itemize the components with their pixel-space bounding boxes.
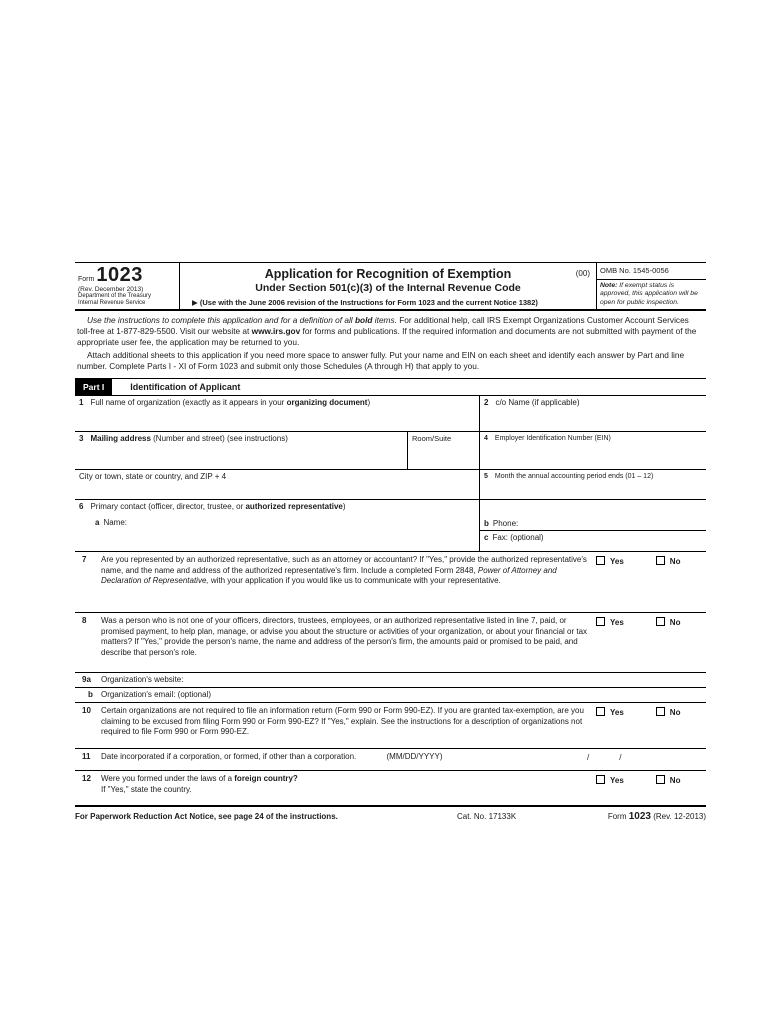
contact-phone-label: Phone: bbox=[492, 519, 519, 529]
title-code: (00) bbox=[575, 269, 590, 278]
line-number: 9a bbox=[82, 675, 91, 685]
line-6-row bbox=[75, 500, 706, 552]
line-10-question: Certain organizations are not required to file an information return (Form 990 or Form 990-EZ). If you are granted tax-exemption, are you claiming to be excused from filing Form 990 or Form 990-EZ? If "Yes," explain. See the instructions for a description of organizations not required to file Form 990 or Form 990-EZ. bbox=[101, 706, 584, 737]
public-inspection-note bbox=[597, 280, 706, 309]
mailing-address-label: Mailing address (Number and street) (see instructions) bbox=[90, 434, 288, 444]
use-note-text: (Use with the June 2006 revision of the Instructions for Form 1023 and the current Notice 1382) bbox=[199, 298, 538, 307]
line-number: 10 bbox=[82, 706, 91, 716]
no-checkbox[interactable] bbox=[656, 775, 665, 784]
line-number: 3 bbox=[79, 434, 84, 444]
line-8-yesno bbox=[596, 617, 680, 627]
no-option[interactable]: No bbox=[656, 556, 681, 566]
line-10-yesno bbox=[596, 707, 680, 717]
line-7-row bbox=[75, 552, 706, 613]
full-name-field[interactable] bbox=[75, 396, 480, 431]
sub-letter: a bbox=[95, 518, 100, 528]
no-option[interactable]: No bbox=[656, 617, 681, 627]
footer-form-number: 1023 bbox=[628, 811, 651, 823]
line-10-row bbox=[75, 703, 706, 749]
accounting-period-field[interactable] bbox=[480, 470, 706, 499]
form-header bbox=[75, 262, 706, 311]
mailing-address-field[interactable] bbox=[75, 432, 408, 469]
part1-title: Identification of Applicant bbox=[130, 382, 241, 393]
line-8-question: Was a person who is not one of your officers, directors, trustees, employees, or an authorized representative listed in line 7, paid, or promised payment, to help plan, manage, or advise you about the structure or activities of your organization, or about your financial or tax matters? If "Yes," provide the person's name, the name and address of the person's firm, the amounts paid or promised to be paid, and describe that person's role. bbox=[101, 616, 588, 657]
no-option[interactable]: No bbox=[656, 707, 681, 717]
part1-header-bar bbox=[75, 378, 706, 396]
contact-phone-fax-cells bbox=[480, 500, 706, 551]
department-line-1: Department of the Treasury bbox=[78, 293, 152, 299]
omb-block bbox=[596, 263, 706, 309]
form-title-block bbox=[180, 263, 596, 309]
co-name-field[interactable] bbox=[480, 396, 706, 431]
yes-checkbox[interactable] bbox=[596, 617, 605, 626]
yes-option[interactable]: Yes bbox=[596, 617, 624, 627]
line-number: 11 bbox=[82, 752, 91, 762]
part1-badge: Part I bbox=[75, 379, 112, 395]
email-field[interactable] bbox=[101, 690, 706, 699]
date-format-hint: (MM/DD/YYYY) bbox=[386, 752, 443, 762]
line-9b-row bbox=[75, 688, 706, 703]
yes-option[interactable]: Yes bbox=[596, 775, 624, 785]
contact-fax-field[interactable] bbox=[480, 531, 706, 551]
note-text: If exempt status is approved, this application will be open for public inspection. bbox=[600, 282, 698, 306]
right-arrow-icon: ▶ bbox=[192, 298, 198, 307]
line-number: 4 bbox=[484, 435, 488, 443]
form-revision: (Rev. December 2013) bbox=[78, 286, 144, 293]
sub-letter: b bbox=[88, 690, 93, 700]
form-1023-page bbox=[75, 262, 706, 822]
omb-number: OMB No. 1545-0056 bbox=[597, 263, 706, 280]
line-9a-row bbox=[75, 673, 706, 688]
line-1-2-row bbox=[75, 396, 706, 432]
sub-letter: c bbox=[484, 533, 489, 543]
line-12-row bbox=[75, 771, 706, 807]
line-number: 1 bbox=[79, 398, 84, 408]
sub-letter: b bbox=[484, 519, 489, 529]
website-label: Organization's website: bbox=[101, 675, 184, 685]
no-checkbox[interactable] bbox=[656, 556, 665, 565]
city-state-zip-label: City or town, state or country, and ZIP + 4 bbox=[79, 472, 227, 482]
form-number: 1023 bbox=[96, 264, 143, 286]
use-note bbox=[186, 298, 590, 307]
line-11-row bbox=[75, 749, 706, 771]
room-suite-field[interactable] bbox=[408, 432, 480, 469]
department-line-2: Internal Revenue Service bbox=[78, 300, 146, 307]
contact-phone-field[interactable] bbox=[480, 500, 706, 531]
primary-contact-cell bbox=[75, 500, 480, 551]
line-number: 7 bbox=[82, 555, 87, 565]
instructions-intro bbox=[75, 311, 706, 378]
contact-name-label: Name: bbox=[103, 518, 128, 528]
website-field[interactable] bbox=[101, 675, 706, 684]
ein-label: Employer Identification Number (EIN) bbox=[494, 435, 611, 443]
yes-option[interactable]: Yes bbox=[596, 707, 624, 717]
date-input-field[interactable] bbox=[587, 753, 651, 762]
page-footer bbox=[75, 807, 706, 822]
line-7-yesno bbox=[596, 556, 680, 566]
footer-revision: (Rev. 12-2013) bbox=[653, 812, 706, 822]
intro-paragraph-1: Use the instructions to complete this application and for a definition of all bold items. For additional help, call IRS Exempt Organizations Customer Account Services toll-free at 1-877-829-5500. Visit our website at www.irs.gov for forms and publications. If the required information and documents are not submitted with payment of the appropriate user fee, the application may be returned to you. bbox=[77, 315, 697, 348]
city-line5-row bbox=[75, 470, 706, 500]
email-label: Organization's email: (optional) bbox=[101, 690, 212, 700]
intro-paragraph-2: Attach additional sheets to this application if you need more space to answer fully. Put your name and EIN on each sheet and identify each answer by Part and line number. Complete Parts I - XI of Form 1023 and submit only those Schedules (A through H) that apply to you. bbox=[77, 349, 685, 371]
line-12-question: Were you formed under the laws of a foreign country? If "Yes," state the country. bbox=[101, 774, 298, 794]
city-state-zip-field[interactable] bbox=[75, 470, 480, 499]
line-8-row bbox=[75, 613, 706, 673]
no-option[interactable]: No bbox=[656, 775, 681, 785]
date-slash: / bbox=[619, 753, 622, 763]
yes-checkbox[interactable] bbox=[596, 707, 605, 716]
primary-contact-label: 6 Primary contact (officer, director, trustee, or authorized representative) bbox=[79, 502, 346, 512]
date-incorporated-label: Date incorporated if a corporation, or formed, if other than a corporation. bbox=[101, 752, 357, 762]
yes-checkbox[interactable] bbox=[596, 775, 605, 784]
yes-option[interactable]: Yes bbox=[596, 556, 624, 566]
note-label: Note: bbox=[600, 282, 618, 289]
accounting-period-label: Month the annual accounting period ends (01 – 12) bbox=[494, 473, 654, 481]
contact-fax-label: Fax: (optional) bbox=[492, 533, 544, 543]
form-number-block bbox=[75, 263, 180, 309]
room-suite-label: Room/Suite bbox=[412, 434, 452, 444]
footer-form-id bbox=[608, 811, 706, 822]
line-number: 6 bbox=[79, 502, 84, 512]
no-checkbox[interactable] bbox=[656, 707, 665, 716]
form-word: Form bbox=[78, 276, 95, 283]
line-number: 8 bbox=[82, 616, 87, 626]
line-number: 5 bbox=[484, 473, 488, 481]
catalog-number: Cat. No. 17133K bbox=[457, 812, 517, 822]
yes-checkbox[interactable] bbox=[596, 556, 605, 565]
line-7-question: Are you represented by an authorized representative, such as an attorney or accountant? If "Yes," provide the authorized representative's name, and the name and address of the authorized representative's firm. Include a completed Form 2848, Power of Attorney and Declaration of Representative, with your application if you would like us to communicate with your representative. bbox=[101, 555, 587, 586]
full-name-label: Full name of organization (exactly as it appears in your organizing document) bbox=[90, 398, 371, 408]
line-number: 2 bbox=[484, 398, 489, 408]
contact-name-field[interactable] bbox=[95, 518, 475, 527]
line-3-4-row bbox=[75, 432, 706, 470]
footer-form-word: Form bbox=[607, 812, 627, 822]
co-name-label: c/o Name (if applicable) bbox=[495, 398, 580, 408]
line-number: 12 bbox=[82, 774, 91, 784]
ein-field[interactable] bbox=[480, 432, 706, 469]
date-slash: / bbox=[587, 753, 590, 763]
line-12-yesno bbox=[596, 775, 680, 785]
form-subtitle: Under Section 501(c)(3) of the Internal Revenue Code bbox=[255, 282, 521, 294]
paperwork-reduction-notice: For Paperwork Reduction Act Notice, see page 24 of the instructions. bbox=[75, 812, 338, 822]
form-title: Application for Recognition of Exemption bbox=[264, 267, 512, 281]
no-checkbox[interactable] bbox=[656, 617, 665, 626]
